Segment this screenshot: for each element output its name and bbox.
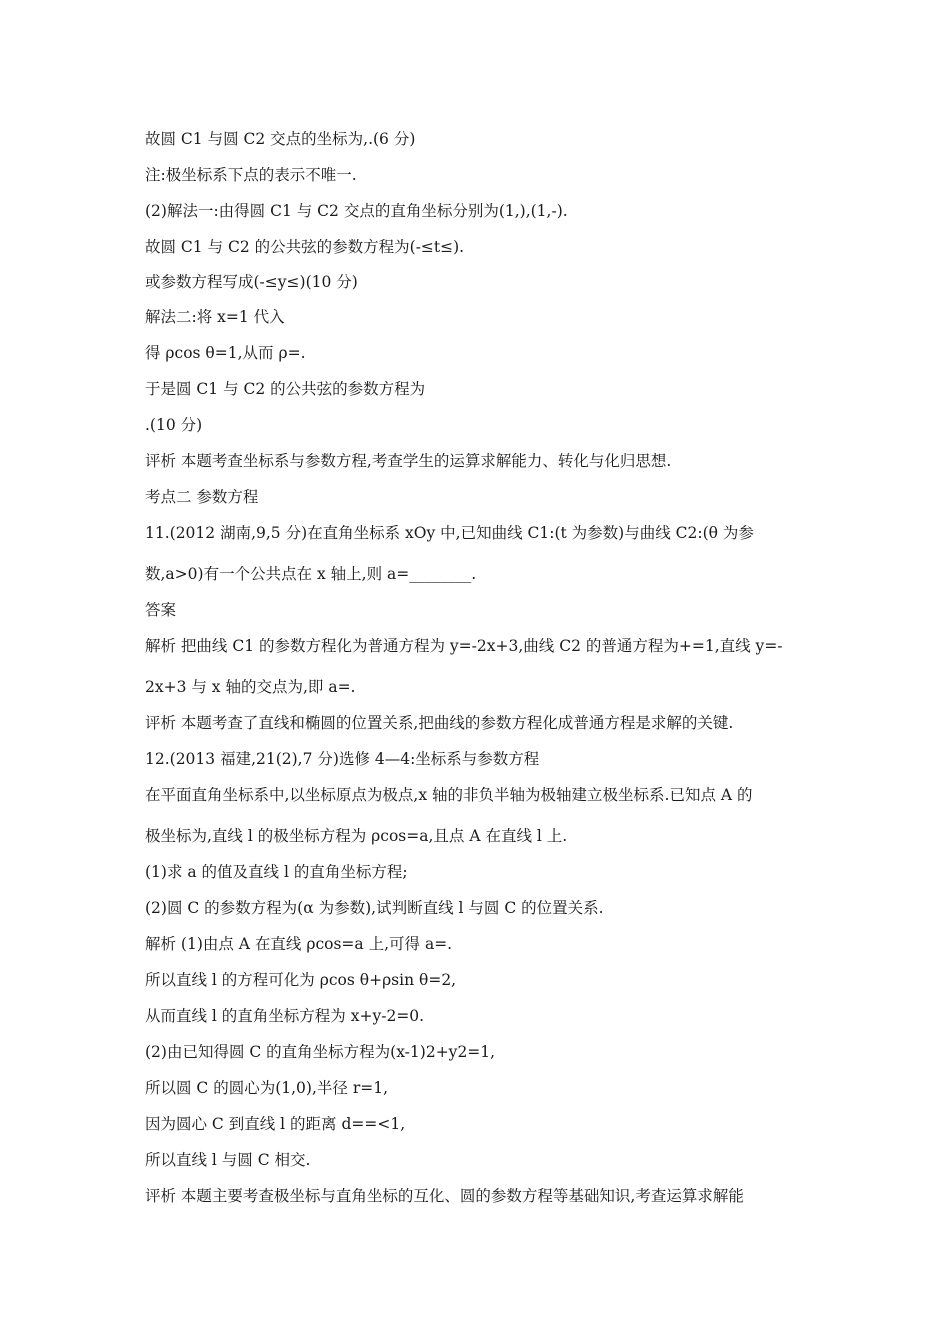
text-line: 评析 本题考查了直线和椭圆的位置关系,把曲线的参数方程化成普通方程是求解的关键. [145, 714, 734, 732]
text-line: 解法二:将 x=1 代入 [145, 308, 285, 326]
text-line: 评析 本题考查坐标系与参数方程,考查学生的运算求解能力、转化与化归思想. [145, 452, 672, 470]
text-line: (2)解法一:由得圆 C1 与 C2 交点的直角坐标分别为(1,),(1,-). [145, 202, 568, 220]
text-line: 数,a>0)有一个公共点在 x 轴上,则 a=________. [145, 565, 477, 583]
text-line: 评析 本题主要考查极坐标与直角坐标的互化、圆的参数方程等基础知识,考查运算求解能 [145, 1187, 744, 1205]
text-line: 极坐标为,直线 l 的极坐标方程为 ρcos=a,且点 A 在直线 l 上. [145, 827, 568, 845]
text-line: 11.(2012 湖南,9,5 分)在直角坐标系 xOy 中,已知曲线 C1:(t 为参数)与曲线 C2:(θ 为参 [145, 524, 754, 542]
text-line: 故圆 C1 与 C2 的公共弦的参数方程为(-≤t≤). [145, 238, 465, 256]
text-line: 所以直线 l 与圆 C 相交. [145, 1151, 311, 1169]
text-line: 或参数方程写成(-≤y≤)(10 分) [145, 273, 358, 291]
text-line: 注:极坐标系下点的表示不唯一. [145, 166, 357, 184]
text-line: 故圆 C1 与圆 C2 交点的坐标为,.(6 分) [145, 130, 416, 148]
text-line: 于是圆 C1 与 C2 的公共弦的参数方程为 [145, 380, 426, 398]
text-line: (2)圆 C 的参数方程为(α 为参数),试判断直线 l 与圆 C 的位置关系. [145, 899, 604, 917]
text-line: 所以圆 C 的圆心为(1,0),半径 r=1, [145, 1079, 388, 1097]
text-line: 12.(2013 福建,21(2),7 分)选修 4—4:坐标系与参数方程 [145, 750, 540, 768]
text-line: (2)由已知得圆 C 的直角坐标方程为(x-1)2+y2=1, [145, 1043, 496, 1061]
text-line: 所以直线 l 的方程可化为 ρcos θ+ρsin θ=2, [145, 971, 457, 989]
text-line: 在平面直角坐标系中,以坐标原点为极点,x 轴的非负半轴为极轴建立极坐标系.已知点 A 的 [145, 786, 753, 804]
text-line: 因为圆心 C 到直线 l 的距离 d==<1, [145, 1115, 406, 1133]
text-line: 解析 (1)由点 A 在直线 ρcos=a 上,可得 a=. [145, 935, 453, 953]
text-line: 解析 把曲线 C1 的参数方程化为普通方程为 y=-2x+3,曲线 C2 的普通方程为+=1,直线 y=- [145, 637, 783, 655]
section-heading: 考点二 参数方程 [145, 488, 259, 506]
text-line: 2x+3 与 x 轴的交点为,即 a=. [145, 678, 356, 696]
text-line: 得 ρcos θ=1,从而 ρ=. [145, 344, 306, 362]
text-line: 答案 [145, 601, 177, 619]
text-line: .(10 分) [145, 416, 203, 434]
text-line: (1)求 a 的值及直线 l 的直角坐标方程; [145, 863, 408, 881]
text-line: 从而直线 l 的直角坐标方程为 x+y-2=0. [145, 1007, 425, 1025]
